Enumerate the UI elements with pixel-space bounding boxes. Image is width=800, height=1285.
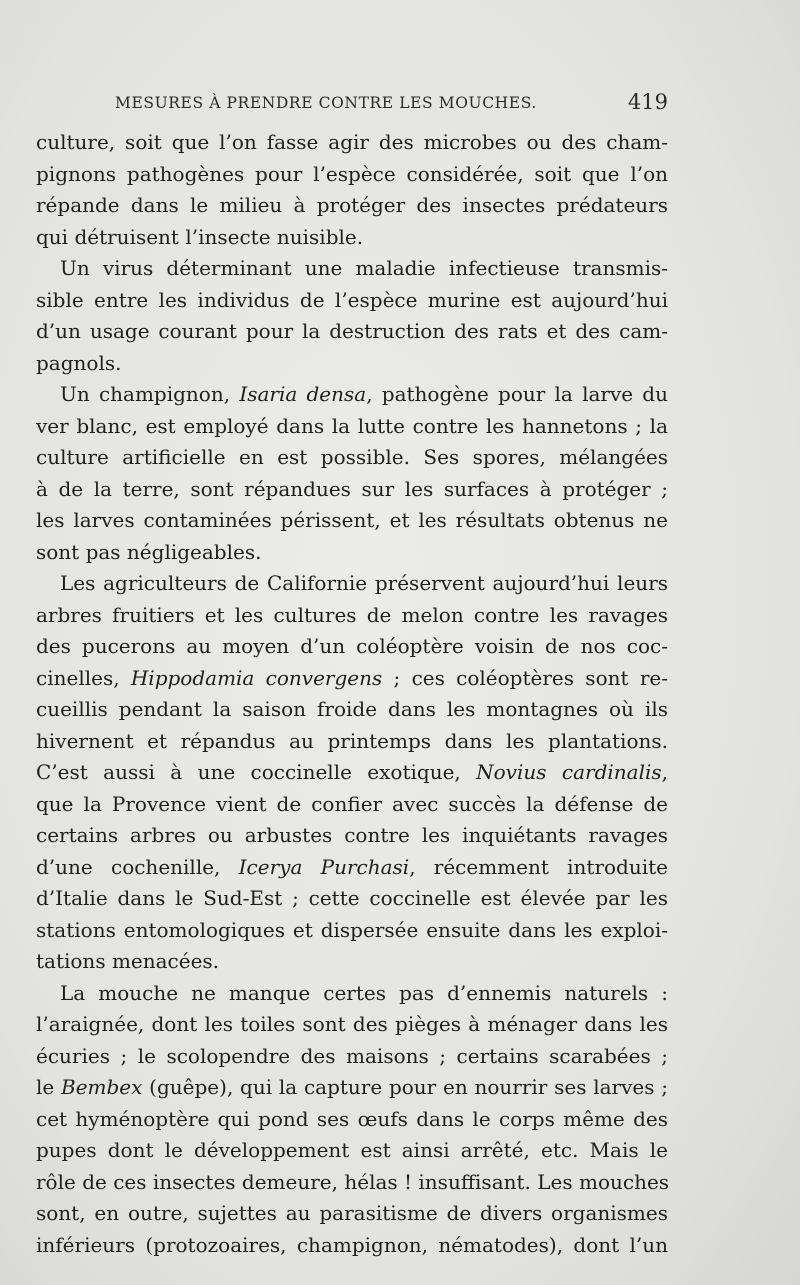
text-run: cinelles,	[36, 665, 131, 690]
text-line: à de la terre, sont répandues sur les surfaces à protéger ;	[36, 476, 668, 501]
text-run: Un champignon,	[60, 382, 240, 406]
text-line: rôle de ces insectes demeure, hélas ! insuffisant. Les mouches	[36, 1169, 670, 1194]
text-run: C’est aussi à une coccinelle exotique,	[36, 760, 477, 784]
text-line: pignons pathogènes pour l’espèce considérée, soit que l’on	[36, 161, 668, 186]
text-line: sont, en outre, sujettes au parasitisme de divers organismes	[36, 1201, 668, 1225]
text-line: qui détruisent l’insecte nuisible.	[36, 224, 364, 249]
text-line: sont pas négligeables.	[36, 539, 262, 564]
text-line: certains arbres ou arbustes contre les inquiétants ravages	[36, 823, 668, 847]
text-line	[36, 757, 668, 789]
text-line: l’araignée, dont les toiles sont des pièges à ménager dans les	[36, 1012, 668, 1036]
text-line: sible entre les individus de l’espèce murine est aujourd’hui	[36, 287, 668, 312]
text-line	[36, 852, 668, 884]
text-line: Un virus déterminant une maladie infectieuse transmis-	[60, 256, 668, 280]
text-line: pagnols.	[36, 350, 122, 375]
text-run: le	[36, 1075, 61, 1099]
text-line: cet hyménoptère qui pond ses œufs dans le corps même des	[36, 1106, 668, 1131]
text-line: La mouche ne manque certes pas d’ennemis naturels :	[60, 980, 668, 1005]
text-run: , récemment introduite	[409, 854, 668, 879]
species-name: Novius cardinalis	[476, 760, 662, 784]
text-line: les larves contaminées périssent, et les résultats obtenus ne	[36, 508, 668, 532]
text-line: écuries ; le scolopendre des maisons ; certains scarabées ;	[36, 1043, 668, 1068]
species-name: Bembex	[61, 1075, 143, 1099]
text-line: tations menacées.	[36, 949, 220, 973]
text-line: inférieurs (protozoaires, champignon, nématodes), dont l’un	[36, 1232, 668, 1257]
species-name: Isaria densa	[239, 382, 367, 406]
text-line	[36, 1072, 668, 1104]
species-name: Icerya Purchasi	[238, 854, 410, 879]
text-line: répande dans le milieu à protéger des insectes prédateurs	[36, 193, 668, 217]
text-line: culture artificielle en est possible. Ses spores, mélangées	[36, 445, 668, 469]
running-title: MESURES À PRENDRE CONTRE LES MOUCHES.	[115, 94, 537, 112]
text-line	[36, 663, 668, 695]
text-line: que la Provence vient de confier avec succès la défense de	[36, 791, 668, 816]
text-run: (guêpe), qui la capture pour en nourrir ses larves ;	[142, 1075, 669, 1099]
text-run: , pathogène pour la larve du	[366, 382, 668, 406]
text-line: d’Italie dans le Sud-Est ; cette coccinelle est élevée par les	[36, 886, 668, 910]
text-line: stations entomologiques et dispersée ensuite dans les exploi-	[36, 917, 668, 942]
text-line: des pucerons au moyen d’un coléoptère voisin de nos coc-	[36, 634, 668, 658]
text-line: cueillis pendant la saison froide dans les montagnes où ils	[36, 697, 668, 721]
text-line: culture, soit que l’on fasse agir des microbes ou des cham-	[36, 130, 668, 154]
page-header	[115, 90, 668, 120]
text-line: hivernent et répandus au printemps dans les plantations.	[36, 728, 668, 753]
body-text	[36, 127, 668, 1261]
text-line: Les agriculteurs de Californie préservent aujourd’hui leurs	[60, 571, 668, 595]
text-run: ,	[661, 760, 668, 784]
text-line: pupes dont le développement est ainsi arrêté, etc. Mais le	[36, 1138, 668, 1162]
page-number: 419	[627, 90, 668, 114]
species-name: Hippodamia convergens	[130, 665, 383, 690]
text-run: d’une cochenille,	[36, 854, 239, 879]
text-line: ver blanc, est employé dans la lutte contre les hannetons ; la	[36, 413, 668, 438]
text-run: ; ces coléoptères sont re-	[382, 665, 668, 690]
text-line: arbres fruitiers et les cultures de melon contre les ravages	[36, 602, 668, 627]
text-line: d’un usage courant pour la destruction des rats et des cam-	[36, 319, 668, 343]
text-line	[36, 379, 668, 411]
